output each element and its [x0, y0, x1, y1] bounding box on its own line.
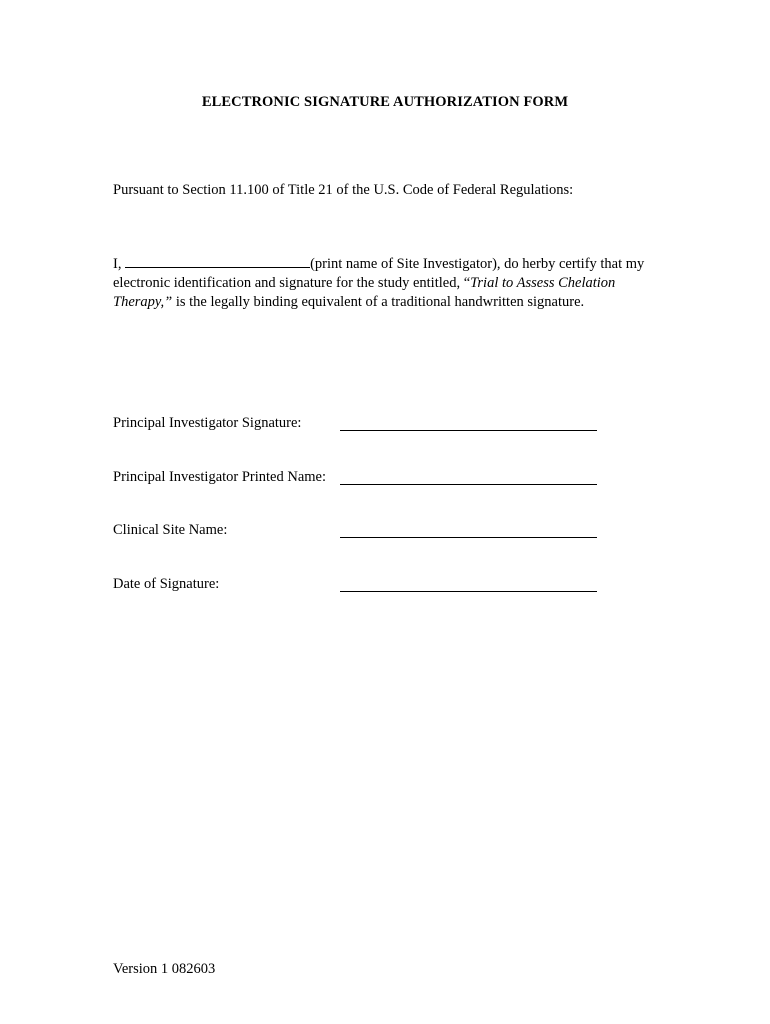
site-name-line[interactable]	[340, 537, 597, 538]
version-footer: Version 1 082603	[113, 961, 216, 977]
site-name-label: Clinical Site Name:	[113, 522, 228, 538]
signature-label: Principal Investigator Signature:	[113, 415, 302, 431]
certification-prefix: I,	[113, 256, 126, 272]
investigator-name-blank[interactable]	[125, 254, 310, 268]
study-title: Trial to Assess Chelation Therapy,”	[113, 275, 616, 310]
regulation-preamble: Pursuant to Section 11.100 of Title 21 of the U.S. Code of Federal Regulations:	[113, 182, 574, 198]
date-field-row	[113, 576, 603, 596]
signature-field-row	[113, 415, 603, 435]
printed-name-line[interactable]	[340, 484, 597, 485]
form-title: ELECTRONIC SIGNATURE AUTHORIZATION FORM	[201, 94, 569, 110]
date-label: Date of Signature:	[113, 576, 220, 592]
printed-name-label: Principal Investigator Printed Name:	[113, 469, 327, 485]
signature-line[interactable]	[340, 430, 597, 431]
date-line[interactable]	[340, 591, 597, 592]
site-name-field-row	[113, 522, 603, 542]
certification-body: (print name of Site Investigator), do herby certify that my electronic identification and signature for the study entitled, “	[113, 256, 645, 291]
certification-statement	[113, 254, 673, 312]
certification-suffix: is the legally binding equivalent of a traditional handwritten signature.	[172, 294, 585, 310]
printed-name-field-row	[113, 469, 603, 489]
